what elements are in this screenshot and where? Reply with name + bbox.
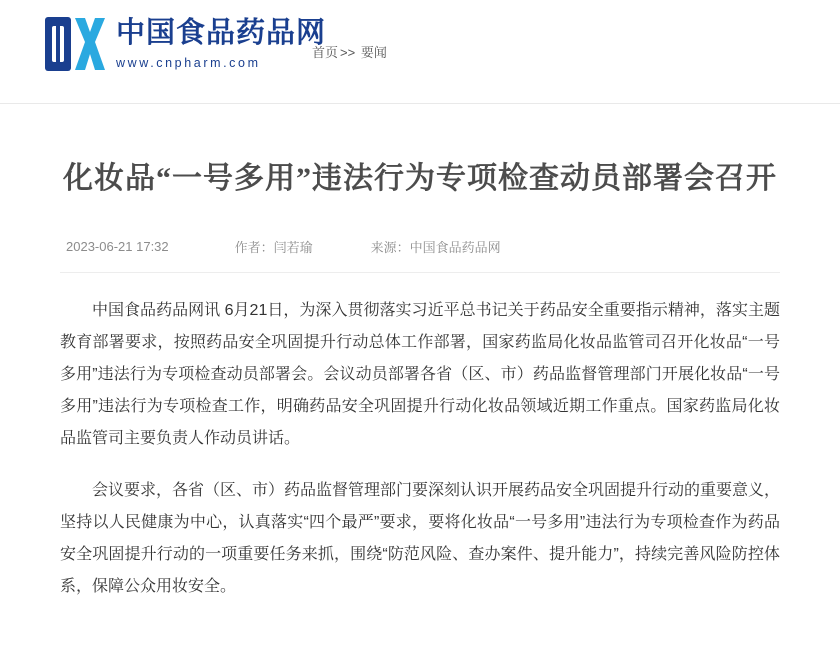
article-paragraph: 中国食品药品网讯 6月21日，为深入贯彻落实习近平总书记关于药品安全重要指示精神，落实主题教育部署要求，按照药品安全巩固提升行动总体工作部署，国家药监局化妆品监管司召开化妆品“一号多用”违法行为专项检查动员部署会。会议动员部署各省（区、市）药品监督管理部门开展化妆品“一号多用”违法行为专项检查工作，明确药品安全巩固提升行动化妆品领域近期工作重点。国家药监局化妆品监管司主要负责人作动员讲话。 — [60, 301, 780, 447]
site-brand[interactable] — [44, 16, 326, 72]
brand-name: 中国食品药品网 — [116, 17, 327, 50]
article-paragraph: 会议要求，各省（区、市）药品监督管理部门要深刻认识开展药品安全巩固提升行动的重要意义，坚持以人民健康为中心，认真落实“四个最严”要求，要将化妆品“一号多用”违法行为专项检查作为药品安全巩固提升行动的一项重要任务来抓，围绕“防范风险、查办案件、提升能力”，持续完善风险防控体系，保障公众用妆安全。 — [60, 481, 781, 595]
breadcrumb-home-link[interactable]: 首页 — [312, 45, 339, 60]
breadcrumb-separator: >> — [340, 45, 356, 60]
breadcrumb-current-link[interactable]: 要闻 — [360, 45, 387, 60]
article-author: 作者：闫若瑜 — [234, 239, 313, 255]
cnpharm-logo-icon — [44, 16, 106, 72]
article-body — [60, 295, 780, 603]
site-header — [0, 0, 840, 104]
article-meta — [60, 237, 780, 273]
breadcrumb — [312, 42, 387, 61]
article-source: 来源：中国食品药品网 — [370, 239, 501, 255]
article-container — [0, 156, 840, 603]
page-title: 化妆品“一号多用”违法行为专项检查动员部署会召开 — [63, 162, 777, 195]
article-date: 2023-06-21 17:32 — [66, 238, 169, 254]
brand-url: www.cnpharm.com — [116, 55, 261, 70]
